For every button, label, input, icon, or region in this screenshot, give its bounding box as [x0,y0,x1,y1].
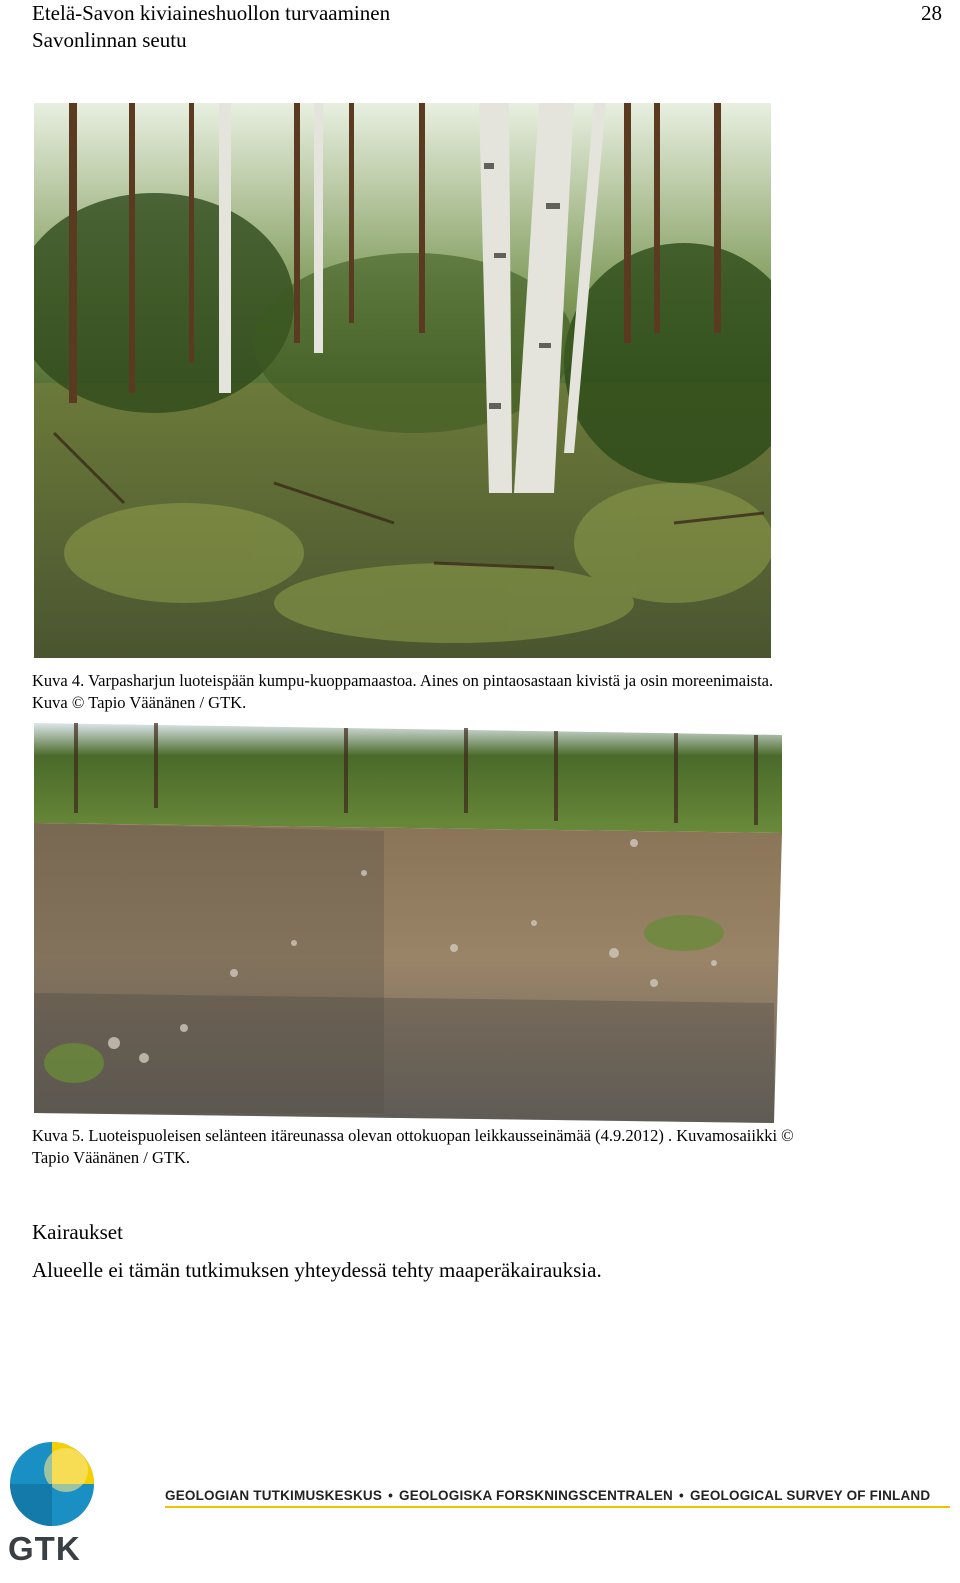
section-body: Alueelle ei tämän tutkimuksen yhteydessä tehty maaperäkairauksia. [32,1258,602,1282]
figure-5-caption [32,1125,942,1169]
figure-4-caption [32,670,942,714]
running-header [32,0,390,54]
footer-org-fi: GEOLOGIAN TUTKIMUSKESKUS [165,1488,383,1503]
forest-photo [34,103,771,658]
footer-separator: • [388,1488,393,1503]
footer-separator: • [679,1488,684,1503]
section-title: Kairaukset [32,1220,123,1244]
footer-org-names [165,1488,930,1503]
figure-5-caption-line1: Kuva 5. Luoteispuoleisen selänteen itäreunassa olevan ottokuopan leikkausseinämää (4.9.2012) . Kuvamosaiikki © [32,1126,794,1145]
figure-5-caption-line2: Tapio Väänänen / GTK. [32,1148,190,1167]
figure-4-caption-line1: Kuva 4. Varpasharjun luoteispään kumpu-kuoppamaastoa. Aines on pintaosastaan kivistä ja osin moreenimaista. [32,671,774,690]
header-subtitle: Savonlinnan seutu [32,28,187,52]
footer-org-en: GEOLOGICAL SURVEY OF FINLAND [689,1488,931,1503]
gtk-logo-text: GTK [8,1530,81,1567]
header-title: Etelä-Savon kiviaineshuollon turvaaminen [32,1,391,25]
page-number: 28 [921,1,942,25]
footer-org-sv: GEOLOGISKA FORSKNINGSCENTRALEN [399,1488,674,1503]
gravel-pit-photo [34,723,782,1123]
footer-rule [165,1506,950,1508]
figure-4-caption-line2: Kuva © Tapio Väänänen / GTK. [32,693,247,712]
